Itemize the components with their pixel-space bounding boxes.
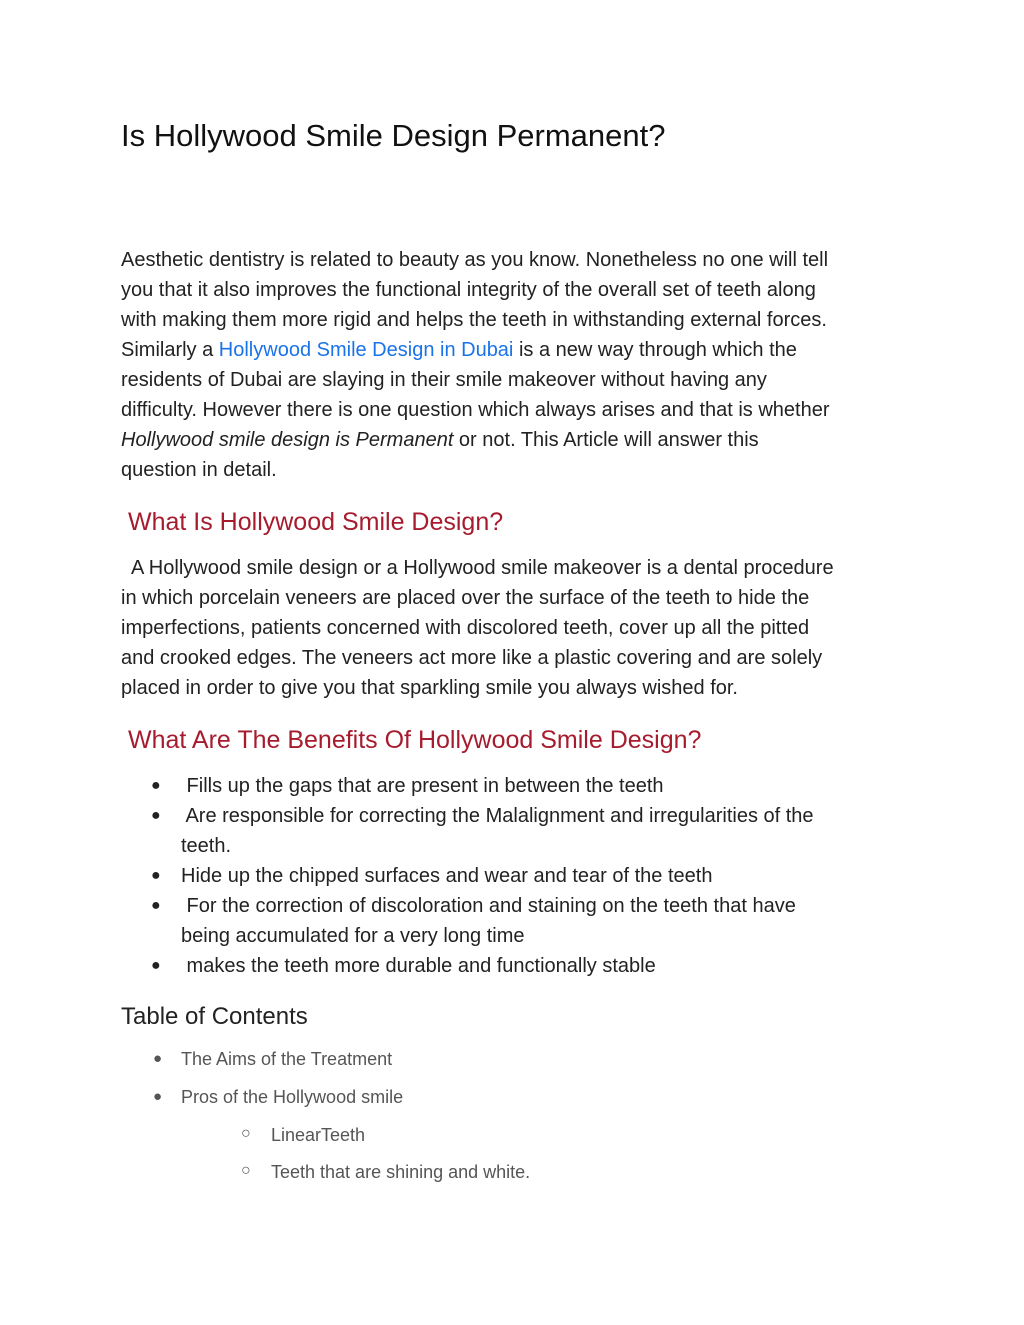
circle-bullet-icon: ○: [241, 1125, 251, 1142]
toc-item-label: Pros of the Hollywood smile: [181, 1087, 404, 1107]
list-item-text: makes the teeth more durable and functionally stable: [181, 955, 656, 977]
section-heading-what-is: What Is Hollywood Smile Design?: [128, 508, 504, 536]
intro-text: or not. This Article will answer this: [453, 429, 759, 451]
bullet-icon: ●: [151, 777, 161, 794]
intro-line: you that it also improves the functional integrity of the overall set of teeth along: [121, 279, 816, 301]
benefits-list: [121, 771, 911, 981]
intro-line: [121, 425, 911, 455]
section1-line: and crooked edges. The veneers act more like a plastic covering and are solely: [121, 647, 823, 669]
intro-paragraph: [121, 245, 911, 485]
toc-subitem[interactable]: [241, 1125, 366, 1146]
bullet-icon: ●: [151, 897, 161, 914]
toc-item-label: The Aims of the Treatment: [181, 1049, 393, 1069]
toc-title: Table of Contents: [121, 1003, 308, 1030]
toc-item[interactable]: [153, 1049, 393, 1070]
hollywood-smile-dubai-link[interactable]: Hollywood Smile Design in Dubai: [218, 339, 514, 361]
intro-line: difficulty. However there is one question which always arises and that is whether: [121, 399, 830, 421]
bullet-icon: ●: [153, 1050, 163, 1067]
section1-paragraph: [121, 553, 911, 703]
list-item-text: being accumulated for a very long time: [181, 925, 525, 947]
section1-line: in which porcelain veneers are placed over the surface of the teeth to hide the: [121, 587, 810, 609]
toc-item[interactable]: [153, 1087, 404, 1108]
bullet-icon: ●: [151, 957, 161, 974]
intro-text: Similarly a: [121, 339, 219, 361]
bullet-icon: ●: [153, 1088, 163, 1105]
intro-italic-text: Hollywood smile design is Permanent: [121, 429, 454, 451]
toc-subitem[interactable]: [241, 1162, 531, 1183]
list-item-text: teeth.: [181, 835, 232, 857]
intro-line: [121, 335, 911, 365]
intro-text: is a new way through which the: [513, 339, 797, 361]
bullet-icon: ●: [151, 807, 161, 824]
section1-line: imperfections, patients concerned with discolored teeth, cover up all the pitted: [121, 617, 810, 639]
list-item-text: Fills up the gaps that are present in between the teeth: [181, 775, 664, 797]
intro-line: question in detail.: [121, 459, 277, 481]
intro-line: Aesthetic dentistry is related to beauty as you know. Nonetheless no one will tell: [121, 249, 829, 271]
circle-bullet-icon: ○: [241, 1162, 251, 1179]
list-item-text: For the correction of discoloration and staining on the teeth that have: [181, 895, 796, 917]
list-item: [121, 861, 911, 891]
page-title: Is Hollywood Smile Design Permanent?: [121, 118, 666, 153]
list-item-text: Are responsible for correcting the Malalignment and irregularities of the: [181, 805, 814, 827]
list-item-text: Hide up the chipped surfaces and wear and tear of the teeth: [181, 865, 713, 887]
bullet-icon: ●: [151, 867, 161, 884]
list-item: [121, 891, 911, 951]
intro-line: with making them more rigid and helps the teeth in withstanding external forces.: [121, 309, 827, 331]
toc-subitem-label: Teeth that are shining and white.: [271, 1162, 531, 1182]
section1-line: placed in order to give you that sparkling smile you always wished for.: [121, 677, 738, 699]
section1-line: A Hollywood smile design or a Hollywood smile makeover is a dental procedure: [121, 557, 834, 579]
section-heading-benefits: What Are The Benefits Of Hollywood Smile Design?: [128, 726, 702, 754]
toc-subitem-label: LinearTeeth: [271, 1125, 366, 1145]
list-item: [121, 771, 911, 801]
intro-line: residents of Dubai are slaying in their smile makeover without having any: [121, 369, 767, 391]
list-item: [121, 801, 911, 861]
list-item: [121, 951, 911, 981]
